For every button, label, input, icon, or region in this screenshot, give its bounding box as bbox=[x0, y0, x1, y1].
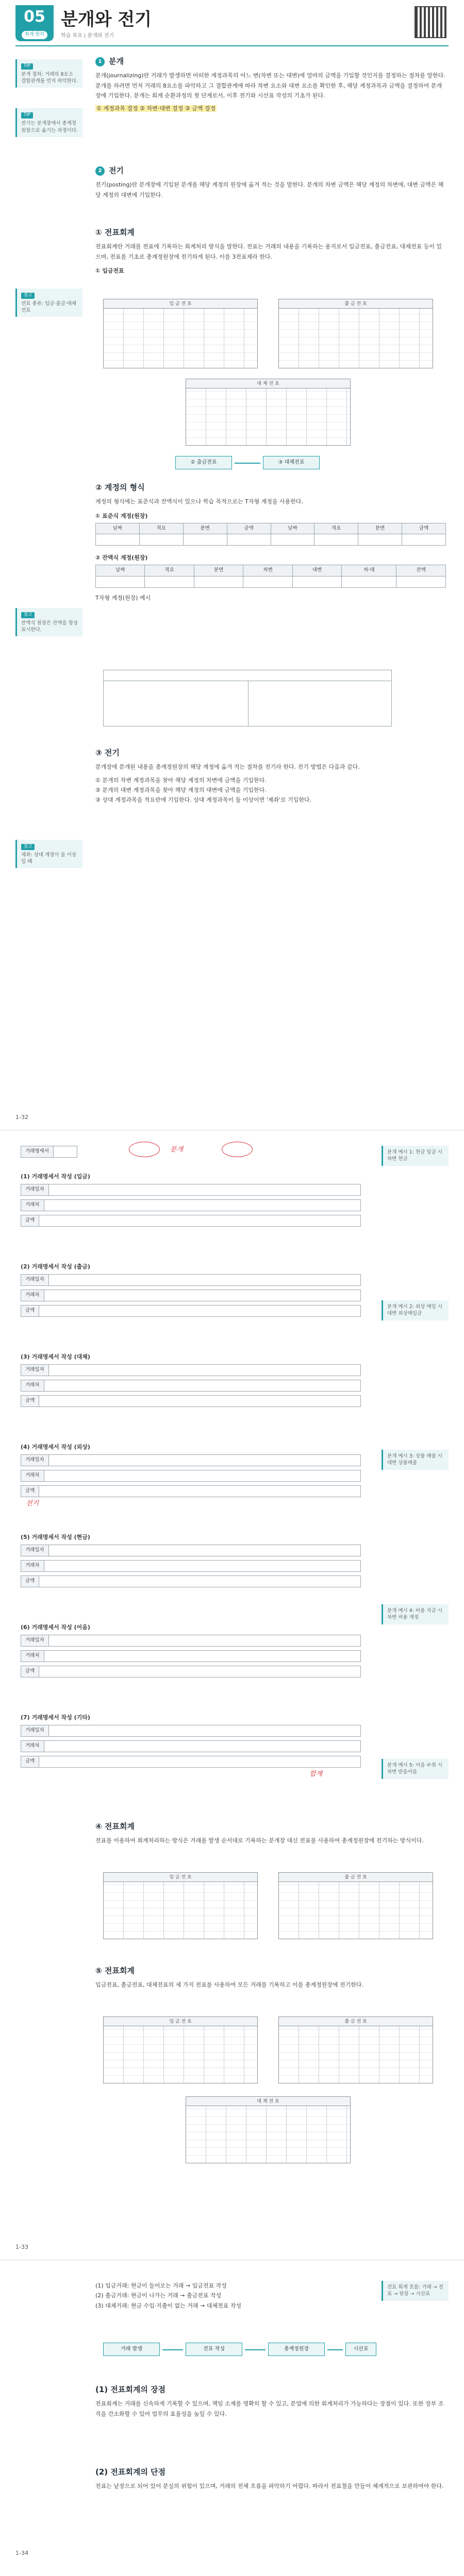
form-block bbox=[21, 1713, 371, 1803]
form-block bbox=[21, 1532, 371, 1622]
form-field-label: 거래처 bbox=[21, 1741, 44, 1752]
flow-box: 전표 작성 bbox=[186, 2343, 242, 2356]
form-field-label: 금액 bbox=[21, 1756, 39, 1767]
section-title: ⑤ 전표회계 bbox=[95, 1966, 135, 1975]
handwritten-note: 전기 bbox=[26, 1500, 39, 1507]
section-paragraph: 전표는 낱장으로 되어 있어 분실의 위험이 있으며, 거래의 전체 흐름을 파악하기 어렵다. 따라서 전표철을 만들어 체계적으로 보관하여야 한다. bbox=[95, 2483, 444, 2490]
table-header: 날짜 bbox=[96, 565, 145, 577]
form-row bbox=[21, 1364, 361, 1376]
side-note: 분개 예시 3: 상품 매출 시 대변 상품매출 bbox=[382, 1450, 449, 1470]
table-caption: T자형 계정(원장) 예시 bbox=[95, 594, 151, 601]
form-row bbox=[21, 1290, 361, 1301]
flow-arrow bbox=[327, 2349, 343, 2350]
form-row bbox=[21, 1485, 361, 1497]
side-note-text: 제좌: 상대 계정이 둘 이상일 때 bbox=[21, 852, 77, 865]
ledger-form-center bbox=[186, 2096, 351, 2163]
side-right-notes bbox=[382, 2281, 449, 2305]
form-row bbox=[21, 1545, 361, 1556]
section-title: ④ 전표회계 bbox=[95, 1822, 135, 1831]
flow-box: 시산표 bbox=[345, 2343, 376, 2356]
side-notes bbox=[15, 840, 82, 872]
form-title: (2) 거래명세서 작성 (출금) bbox=[21, 1263, 90, 1270]
table-header: 적요 bbox=[139, 523, 183, 534]
form-block bbox=[21, 1262, 371, 1352]
page-3 bbox=[0, 2260, 464, 2576]
form-row bbox=[21, 1666, 361, 1677]
list-item: ① 분개의 차변 계정과목을 찾아 해당 계정의 차변에 금액을 기입한다. bbox=[95, 776, 267, 784]
form-title: (7) 거래명세서 작성 (기타) bbox=[21, 1714, 90, 1721]
flow-box: 거래 발생 bbox=[103, 2343, 160, 2356]
form-row bbox=[21, 1395, 361, 1407]
section-paragraph: 입금전표, 출금전표, 대체전표의 세 가지 전표를 사용하여 모든 거래를 기록하고 이를 총계정원장에 전기한다. bbox=[95, 1981, 363, 1989]
form-field-label: 거래처 bbox=[21, 1651, 44, 1662]
side-note-tag: TIP bbox=[21, 112, 33, 118]
section-title bbox=[95, 165, 446, 177]
section-account-form bbox=[95, 482, 446, 603]
ledger-header: 출 금 전 표 bbox=[279, 1873, 433, 1882]
table-header: 적요 bbox=[145, 565, 194, 577]
form-title: (5) 거래명세서 작성 (현금) bbox=[21, 1534, 90, 1540]
chapter-subtitle: 학습 목표 | 분개와 전기 bbox=[61, 33, 114, 39]
page-number: 1-34 bbox=[15, 2550, 28, 2556]
ledger-header: 대 체 전 표 bbox=[186, 379, 350, 388]
section-disadvantages bbox=[95, 2466, 446, 2492]
flow-arrow bbox=[162, 2349, 183, 2350]
section-posting-method bbox=[95, 747, 446, 805]
list-item: ③ 상대 계정과목을 적요란에 기입한다. 상대 계정과목이 둘 이상이면 '제좌'로 기입한다. bbox=[95, 796, 312, 803]
table-header: 적요 bbox=[314, 523, 358, 534]
form-row bbox=[21, 1470, 361, 1482]
side-note-text: 잔액식 원장은 잔액을 항상 표시한다. bbox=[21, 620, 78, 633]
qr-code-icon bbox=[415, 6, 446, 38]
standard-ledger-table bbox=[95, 523, 446, 546]
side-note-text: 전기는 분개장에서 총계정원장으로 옮기는 과정이다. bbox=[21, 121, 78, 133]
table-header: 날짜 bbox=[271, 523, 314, 534]
subsection-title: ② 잔액식 계정(원장) bbox=[95, 554, 148, 562]
section-paragraph: 분개장에 분개된 내용을 총계정원장의 해당 계정에 옮겨 적는 절차를 전기라 한다. 전기 방법은 다음과 같다. bbox=[95, 764, 360, 771]
form-block bbox=[21, 1442, 371, 1532]
form-field-label: 거래처 bbox=[21, 1561, 44, 1571]
page-number: 1-33 bbox=[15, 2243, 28, 2250]
form-row bbox=[21, 1184, 361, 1196]
form-title: (1) 거래명세서 작성 (입금) bbox=[21, 1173, 90, 1180]
forms-list bbox=[21, 1172, 371, 1803]
side-note: 분개 예시 2: 외상 매입 시 대변 외상매입금 bbox=[382, 1300, 449, 1320]
annotation-circle bbox=[129, 1142, 160, 1157]
t-account-example bbox=[103, 670, 392, 726]
side-notes bbox=[15, 289, 82, 321]
ledger-header: 출 금 전 표 bbox=[279, 299, 433, 309]
ledger-header: 입 금 전 표 bbox=[104, 1873, 257, 1882]
side-note: 분개 예시 5: 어음 수취 시 차변 받을어음 bbox=[382, 1759, 449, 1779]
side-note-tag: TIP bbox=[21, 63, 33, 70]
section-title: ② 계정의 형식 bbox=[95, 483, 145, 492]
form-row bbox=[21, 1650, 361, 1662]
flow-box: 총계정원장 bbox=[268, 2343, 325, 2356]
form-row bbox=[21, 1454, 361, 1466]
form-block bbox=[21, 1352, 371, 1442]
form-field-label: 거래일자 bbox=[21, 1725, 49, 1736]
chapter-title: 분개와 전기 bbox=[61, 9, 152, 30]
ledger-header: 출 금 전 표 bbox=[279, 2017, 433, 2026]
form-field-label: 거래일자 bbox=[21, 1455, 49, 1466]
side-note-tag: 참고 bbox=[21, 612, 35, 618]
chapter-number: 05 bbox=[24, 8, 45, 26]
section-advantages bbox=[95, 2384, 446, 2419]
form-field-label: 거래처 bbox=[21, 1200, 44, 1211]
form-row bbox=[21, 1575, 361, 1587]
form-field-label: 거래처 bbox=[21, 1380, 44, 1391]
chapter-pill: 회계 원리 bbox=[22, 31, 47, 39]
form-field-label: 금액 bbox=[21, 1486, 39, 1497]
highlight-note: ① 계정과목 결정 ② 차변·대변 결정 ③ 금액 결정 bbox=[96, 105, 216, 112]
section-paragraph: 계정의 형식에는 표준식과 잔액식이 있으나 학습 목적으로는 T자형 계정을 사용한다. bbox=[95, 498, 303, 505]
form-block bbox=[21, 1622, 371, 1713]
section-title: ③ 전기 bbox=[95, 748, 120, 757]
list-item: ② 분개의 대변 계정과목을 찾아 해당 계정의 대변에 금액을 기입한다. bbox=[95, 786, 267, 793]
handwritten-note: 합계 bbox=[309, 1770, 323, 1778]
form-title: (6) 거래명세서 작성 (어음) bbox=[21, 1624, 90, 1631]
header-label: 거래명세서 bbox=[21, 1146, 54, 1157]
flow-arrow bbox=[245, 2349, 266, 2350]
page-2 bbox=[0, 1130, 464, 2260]
ledger-form-right bbox=[278, 2016, 433, 2083]
table-header: 분면 bbox=[183, 523, 227, 534]
side-note: 전표 회계 흐름: 거래 → 전표 → 원장 → 시산표 bbox=[382, 2281, 449, 2301]
table-header: 잔액 bbox=[396, 565, 446, 577]
side-right-notes bbox=[382, 1604, 449, 1629]
balance-ledger-table bbox=[95, 565, 446, 587]
ledger-form-left bbox=[103, 299, 258, 368]
side-right-notes bbox=[382, 1146, 449, 1170]
form-field-label: 금액 bbox=[21, 1215, 39, 1226]
section-badge: 1 bbox=[95, 57, 105, 66]
form-row bbox=[21, 1635, 361, 1647]
side-note bbox=[15, 59, 82, 88]
side-note bbox=[15, 608, 82, 636]
form-field-label: 금액 bbox=[21, 1666, 39, 1677]
ledger-form-right bbox=[278, 1872, 433, 1939]
side-note bbox=[15, 840, 82, 868]
form-row bbox=[21, 1274, 361, 1286]
section-voucher-a bbox=[95, 1821, 446, 1846]
section-paragraph: 전표회계는 거래를 신속하게 기록할 수 있으며, 책임 소재를 명확히 할 수 있고, 분업에 의한 회계처리가 가능하다는 장점이 있다. 또한 장부 조직을 간소화할 수 있어 업무의 효율성을 높일 수 있다. bbox=[95, 2400, 444, 2417]
form-row bbox=[21, 1215, 361, 1227]
side-right-notes bbox=[382, 1300, 449, 1325]
subsection-title: ① 입금전표 bbox=[95, 267, 124, 274]
section-title-text: 분개 bbox=[109, 57, 124, 66]
form-field-label: 금액 bbox=[21, 1396, 39, 1406]
form-field-label: 금액 bbox=[21, 1576, 39, 1587]
flow-arrow bbox=[235, 463, 260, 464]
form-row bbox=[21, 1756, 361, 1768]
ledger-form-left bbox=[103, 1872, 258, 1939]
section-badge: 2 bbox=[95, 166, 105, 176]
side-note: 분개 예시 4: 비용 지급 시 차변 비용 계정 bbox=[382, 1604, 449, 1624]
flow-box: ② 출금전표 bbox=[175, 456, 232, 469]
side-note: 분개 예시 1: 현금 입금 시 차변 현금 bbox=[382, 1146, 449, 1166]
table-row bbox=[96, 577, 446, 588]
table-header: 날짜 bbox=[96, 523, 140, 534]
section-paragraph: 전기(posting)란 분개장에 기입된 분개를 해당 계정의 원장에 옮겨 적는 것을 말한다. 분개의 차변 금액은 해당 계정의 차변에, 대변 금액은 해당 계정의 대변에 기입한다. bbox=[95, 181, 444, 198]
ledger-header: 입 금 전 표 bbox=[104, 299, 257, 309]
form-title: (4) 거래명세서 작성 (외상) bbox=[21, 1444, 90, 1450]
form-field-label: 거래처 bbox=[21, 1470, 44, 1481]
section-posting bbox=[95, 165, 446, 200]
ledger-form-right bbox=[278, 299, 433, 368]
table-header: 대변 bbox=[292, 565, 341, 577]
form-row bbox=[21, 1740, 361, 1752]
side-note bbox=[15, 108, 82, 137]
form-row bbox=[21, 1199, 361, 1211]
section-title bbox=[95, 56, 446, 67]
form-row bbox=[21, 1305, 361, 1317]
flow-box: ③ 대체전표 bbox=[263, 456, 320, 469]
form-field-label: 금액 bbox=[21, 1306, 39, 1316]
side-note-tag: 참고 bbox=[21, 844, 35, 850]
header-divider bbox=[15, 45, 449, 46]
ledger-header: 입 금 전 표 bbox=[104, 2017, 257, 2026]
header-label-box bbox=[21, 1146, 77, 1158]
form-title: (3) 거래명세서 작성 (대체) bbox=[21, 1353, 90, 1360]
form-field-label: 거래일자 bbox=[21, 1275, 49, 1285]
side-note-text: 전표 종류: 입금·출금·대체전표 bbox=[21, 300, 77, 314]
handwritten-note: 분개 bbox=[170, 1146, 184, 1154]
side-notes bbox=[15, 608, 82, 640]
side-note-tag: 참고 bbox=[21, 293, 35, 299]
side-note-text: 분개 절차: 거래의 8요소 결합관계를 먼저 파악한다. bbox=[21, 71, 78, 84]
side-notes bbox=[15, 59, 82, 141]
table-header: 차변 bbox=[243, 565, 292, 577]
section-title: ① 전표회계 bbox=[95, 228, 135, 237]
list-item: (2) 출금거래: 현금이 나가는 거래 → 출금전표 작성 bbox=[95, 2292, 222, 2299]
section-paragraph: 전표회계란 거래를 전표에 기록하는 회계처리 방식을 말한다. 전표는 거래의 내용을 기록하는 용지로서 입금전표, 출금전표, 대체전표 등이 있으며, 전표를 기초로 총계정원장에 전기하게 된다. 이를 3전표제라 한다. bbox=[95, 243, 442, 260]
form-field-label: 거래일자 bbox=[21, 1635, 49, 1646]
ledger-header: 대 체 전 표 bbox=[186, 2097, 350, 2106]
section-paragraph: 전표를 이용하여 회계처리하는 방식은 거래를 발생 순서대로 기록하는 분개장 대신 전표를 사용하여 총계정원장에 전기하는 방식이다. bbox=[95, 1837, 424, 1844]
page-number: 1-32 bbox=[15, 1113, 28, 1121]
section-title: (2) 전표회계의 단점 bbox=[95, 2467, 166, 2477]
section-title-text: 전기 bbox=[109, 166, 124, 175]
table-row bbox=[96, 534, 446, 546]
form-field-label: 거래일자 bbox=[21, 1365, 49, 1376]
side-right-notes bbox=[382, 1450, 449, 1474]
page-1 bbox=[0, 0, 464, 1130]
side-note bbox=[15, 289, 82, 317]
section-voucher bbox=[95, 227, 446, 276]
chapter-badge bbox=[15, 5, 54, 41]
section-paragraph: 분개(journalizing)란 거래가 발생하면 어떠한 계정과목의 어느 변(차변 또는 대변)에 얼마의 금액을 기입할 것인지를 결정하는 절차를 말한다. 분개를 하려면 먼저 거래의 8요소를 파악하고 그 결합관계에 따라 차변 요소와 대변 요소를 확인한 후, 해당 계정과목과 금액을 결정하여 분개장에 기입한다. 분개는 회계 순환과정의 첫 단계로서, 이후 전기와 시산표 작성의 기초가 된다. bbox=[95, 72, 445, 99]
ledger-form-left bbox=[103, 2016, 258, 2083]
table-header: 차·대 bbox=[342, 565, 396, 577]
list-item: (1) 입금거래: 현금이 들어오는 거래 → 입금전표 작성 bbox=[95, 2282, 227, 2289]
form-row bbox=[21, 1725, 361, 1737]
table-header: 분면 bbox=[194, 565, 243, 577]
table-header: 금액 bbox=[402, 523, 446, 534]
form-field-label: 거래일자 bbox=[21, 1545, 49, 1556]
form-row bbox=[21, 1380, 361, 1392]
ledger-form-center bbox=[186, 379, 351, 446]
side-right-notes bbox=[382, 1759, 449, 1783]
form-row bbox=[21, 1560, 361, 1572]
form-block bbox=[21, 1172, 371, 1262]
subsection-title: ① 표준식 계정(원장) bbox=[95, 512, 148, 519]
section-journalizing bbox=[95, 56, 446, 113]
section-voucher-b bbox=[95, 1965, 446, 1990]
table-header: 금액 bbox=[227, 523, 271, 534]
form-field-label: 거래일자 bbox=[21, 1184, 49, 1195]
annotation-circle bbox=[222, 1142, 253, 1157]
form-field-label: 거래처 bbox=[21, 1290, 44, 1301]
table-header: 분면 bbox=[358, 523, 402, 534]
section-title: (1) 전표회계의 장점 bbox=[95, 2385, 166, 2394]
list-item: (3) 대체거래: 현금 수입·지출이 없는 거래 → 대체전표 작성 bbox=[95, 2302, 242, 2309]
